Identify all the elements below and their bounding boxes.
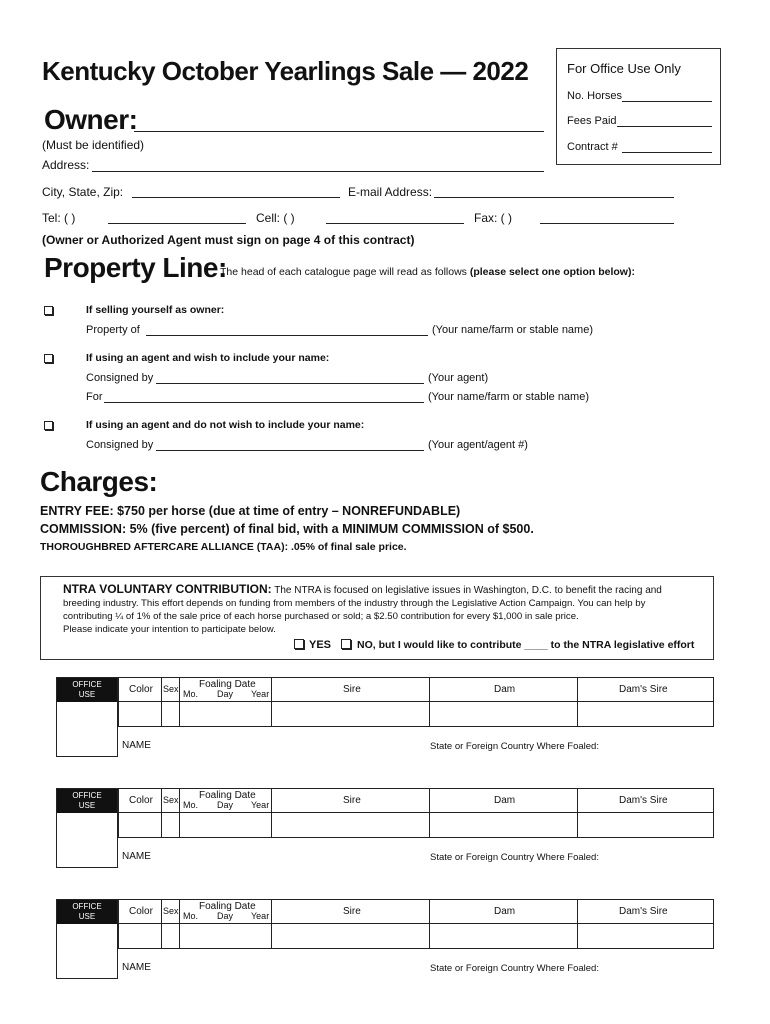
- opt1-prefix: Property of: [86, 324, 140, 336]
- property-intro-text: The head of each catalogue page will read as follows: [220, 266, 467, 278]
- property-intro: [220, 266, 635, 278]
- ntra-line1: The NTRA is focused on legislative issues in Washington, D.C. to benefit the racing and: [274, 585, 662, 596]
- ntra-line2: breeding industry. This effort depends on funding from members of the industry through the Legislative Action Campaign. You can help by: [63, 598, 646, 609]
- opt1-suffix: (Your name/farm or stable name): [432, 324, 593, 336]
- opt2-prefix-1: Consigned by: [86, 372, 154, 384]
- opt2-suffix-1: (Your agent): [428, 372, 489, 384]
- opt3-prefix: Consigned by: [86, 439, 154, 451]
- sign-note: (Owner or Authorized Agent must sign on page 4 of this contract): [42, 233, 415, 247]
- foaling-date-header: Foaling Date: [199, 901, 256, 912]
- opt2-field-1[interactable]: [156, 383, 424, 384]
- cell-field[interactable]: [326, 223, 464, 224]
- city-label: City, State, Zip:: [42, 185, 124, 199]
- horse-grid: [118, 788, 714, 838]
- ntra-heading: NTRA VOLUNTARY CONTRIBUTION:: [63, 582, 272, 596]
- entry-fee: ENTRY FEE: $750 per horse (due at time of entry – NONREFUNDABLE): [40, 504, 461, 518]
- sex-header: Sex: [163, 795, 179, 805]
- opt2-prefix-2: For: [86, 391, 103, 403]
- name-label: NAME: [122, 962, 151, 973]
- state-label: State or Foreign Country Where Foaled:: [430, 963, 599, 974]
- foaling-date-header: Foaling Date: [199, 679, 256, 690]
- dam-header: Dam: [494, 684, 516, 695]
- sex-header: Sex: [163, 684, 179, 694]
- horse-entry-1: [56, 677, 714, 757]
- owner-field[interactable]: [134, 131, 544, 132]
- horse-grid: [118, 899, 714, 949]
- name-row: [118, 838, 714, 868]
- office-use-box: [556, 48, 721, 165]
- fees-paid-label: Fees Paid: [567, 115, 617, 127]
- opt2-title: If using an agent and wish to include your name:: [86, 352, 330, 364]
- sex-header: Sex: [163, 906, 179, 916]
- dams-sire-header: Dam's Sire: [619, 906, 668, 917]
- contract-field[interactable]: [622, 152, 712, 153]
- fax-label: Fax: ( ): [474, 211, 512, 225]
- owner-label: Owner:: [44, 104, 138, 135]
- fax-field[interactable]: [540, 223, 674, 224]
- office-use-cell: [56, 899, 118, 979]
- ntra-no-label: NO, but I would like to contribute ____ to the NTRA legislative effort: [357, 639, 695, 651]
- email-label: E-mail Address:: [348, 185, 433, 199]
- sire-header: Sire: [343, 906, 361, 917]
- opt3-title: If using an agent and do not wish to include your name:: [86, 419, 365, 431]
- name-label: NAME: [122, 851, 151, 862]
- office-use-cell: [56, 788, 118, 868]
- state-label: State or Foreign Country Where Foaled:: [430, 852, 599, 863]
- cell-label: Cell: ( ): [256, 211, 295, 225]
- ntra-no-checkbox[interactable]: [341, 639, 351, 649]
- dams-sire-header: Dam's Sire: [619, 684, 668, 695]
- taa: THOROUGHBRED AFTERCARE ALLIANCE (TAA): .05% of final sale price.: [40, 541, 407, 553]
- opt2-suffix-2: (Your name/farm or stable name): [428, 391, 589, 403]
- office-use-header: OFFICE USE: [57, 678, 117, 702]
- opt1-field[interactable]: [146, 335, 428, 336]
- horse-entry-3: [56, 899, 714, 979]
- mo-header: Mo.: [183, 911, 199, 921]
- tel-label: Tel: ( ): [42, 211, 76, 225]
- property-intro-bold: (please select one option below):: [469, 266, 635, 278]
- fees-paid-field[interactable]: [617, 126, 712, 127]
- ntra-line4: Please indicate your intention to participate below.: [63, 624, 276, 635]
- year-header: Year: [251, 689, 270, 699]
- address-label: Address:: [42, 158, 90, 172]
- horse-grid: [118, 677, 714, 727]
- opt3-suffix: (Your agent/agent #): [428, 439, 528, 451]
- office-use-header: OFFICE USE: [57, 789, 117, 813]
- name-row: [118, 727, 714, 757]
- opt3-field[interactable]: [156, 450, 424, 451]
- no-horses-field[interactable]: [622, 101, 712, 102]
- horse-entry-2: [56, 788, 714, 868]
- color-header: Color: [129, 684, 153, 695]
- color-header: Color: [129, 795, 153, 806]
- office-box-title: For Office Use Only: [567, 61, 681, 76]
- foaling-date-header: Foaling Date: [199, 790, 256, 801]
- opt1-title: If selling yourself as owner:: [86, 304, 225, 316]
- day-header: Day: [217, 689, 234, 699]
- year-header: Year: [251, 800, 270, 810]
- option-agent-name-checkbox[interactable]: [44, 354, 53, 363]
- page-title: Kentucky October Yearlings Sale — 2022: [42, 56, 529, 86]
- office-use-cell: [56, 677, 118, 757]
- email-field[interactable]: [434, 197, 674, 198]
- dams-sire-header: Dam's Sire: [619, 795, 668, 806]
- state-label: State or Foreign Country Where Foaled:: [430, 741, 599, 752]
- name-row: [118, 949, 714, 979]
- ntra-line3: contributing ¼ of 1% of the sale price of each horse purchased or sold; a $2.50 contribution for every $1,000 in sale price.: [63, 611, 579, 622]
- mo-header: Mo.: [183, 689, 199, 699]
- property-line-heading: Property Line:: [44, 252, 227, 283]
- color-header: Color: [129, 906, 153, 917]
- sire-header: Sire: [343, 684, 361, 695]
- contract-label: Contract #: [567, 141, 618, 153]
- day-header: Day: [217, 911, 234, 921]
- option-owner-checkbox[interactable]: [44, 306, 53, 315]
- opt2-field-2[interactable]: [104, 402, 424, 403]
- charges-heading: Charges:: [40, 466, 158, 497]
- option-agent-only-checkbox[interactable]: [44, 421, 53, 430]
- ntra-box: [40, 576, 714, 660]
- ntra-yes-label: YES: [309, 639, 332, 651]
- dam-header: Dam: [494, 906, 516, 917]
- ntra-yes-checkbox[interactable]: [294, 639, 304, 649]
- must-be-identified: (Must be identified): [42, 138, 145, 152]
- office-use-header: OFFICE USE: [57, 900, 117, 924]
- name-label: NAME: [122, 740, 151, 751]
- mo-header: Mo.: [183, 800, 199, 810]
- sire-header: Sire: [343, 795, 361, 806]
- commission: COMMISSION: 5% (five percent) of final bid, with a MINIMUM COMMISSION of $500.: [40, 522, 534, 536]
- tel-field[interactable]: [108, 223, 246, 224]
- year-header: Year: [251, 911, 270, 921]
- city-field[interactable]: [132, 197, 340, 198]
- ntra-line1-wrap: [63, 582, 662, 596]
- day-header: Day: [217, 800, 234, 810]
- no-horses-label: No. Horses: [567, 90, 623, 102]
- address-field[interactable]: [92, 171, 544, 172]
- dam-header: Dam: [494, 795, 516, 806]
